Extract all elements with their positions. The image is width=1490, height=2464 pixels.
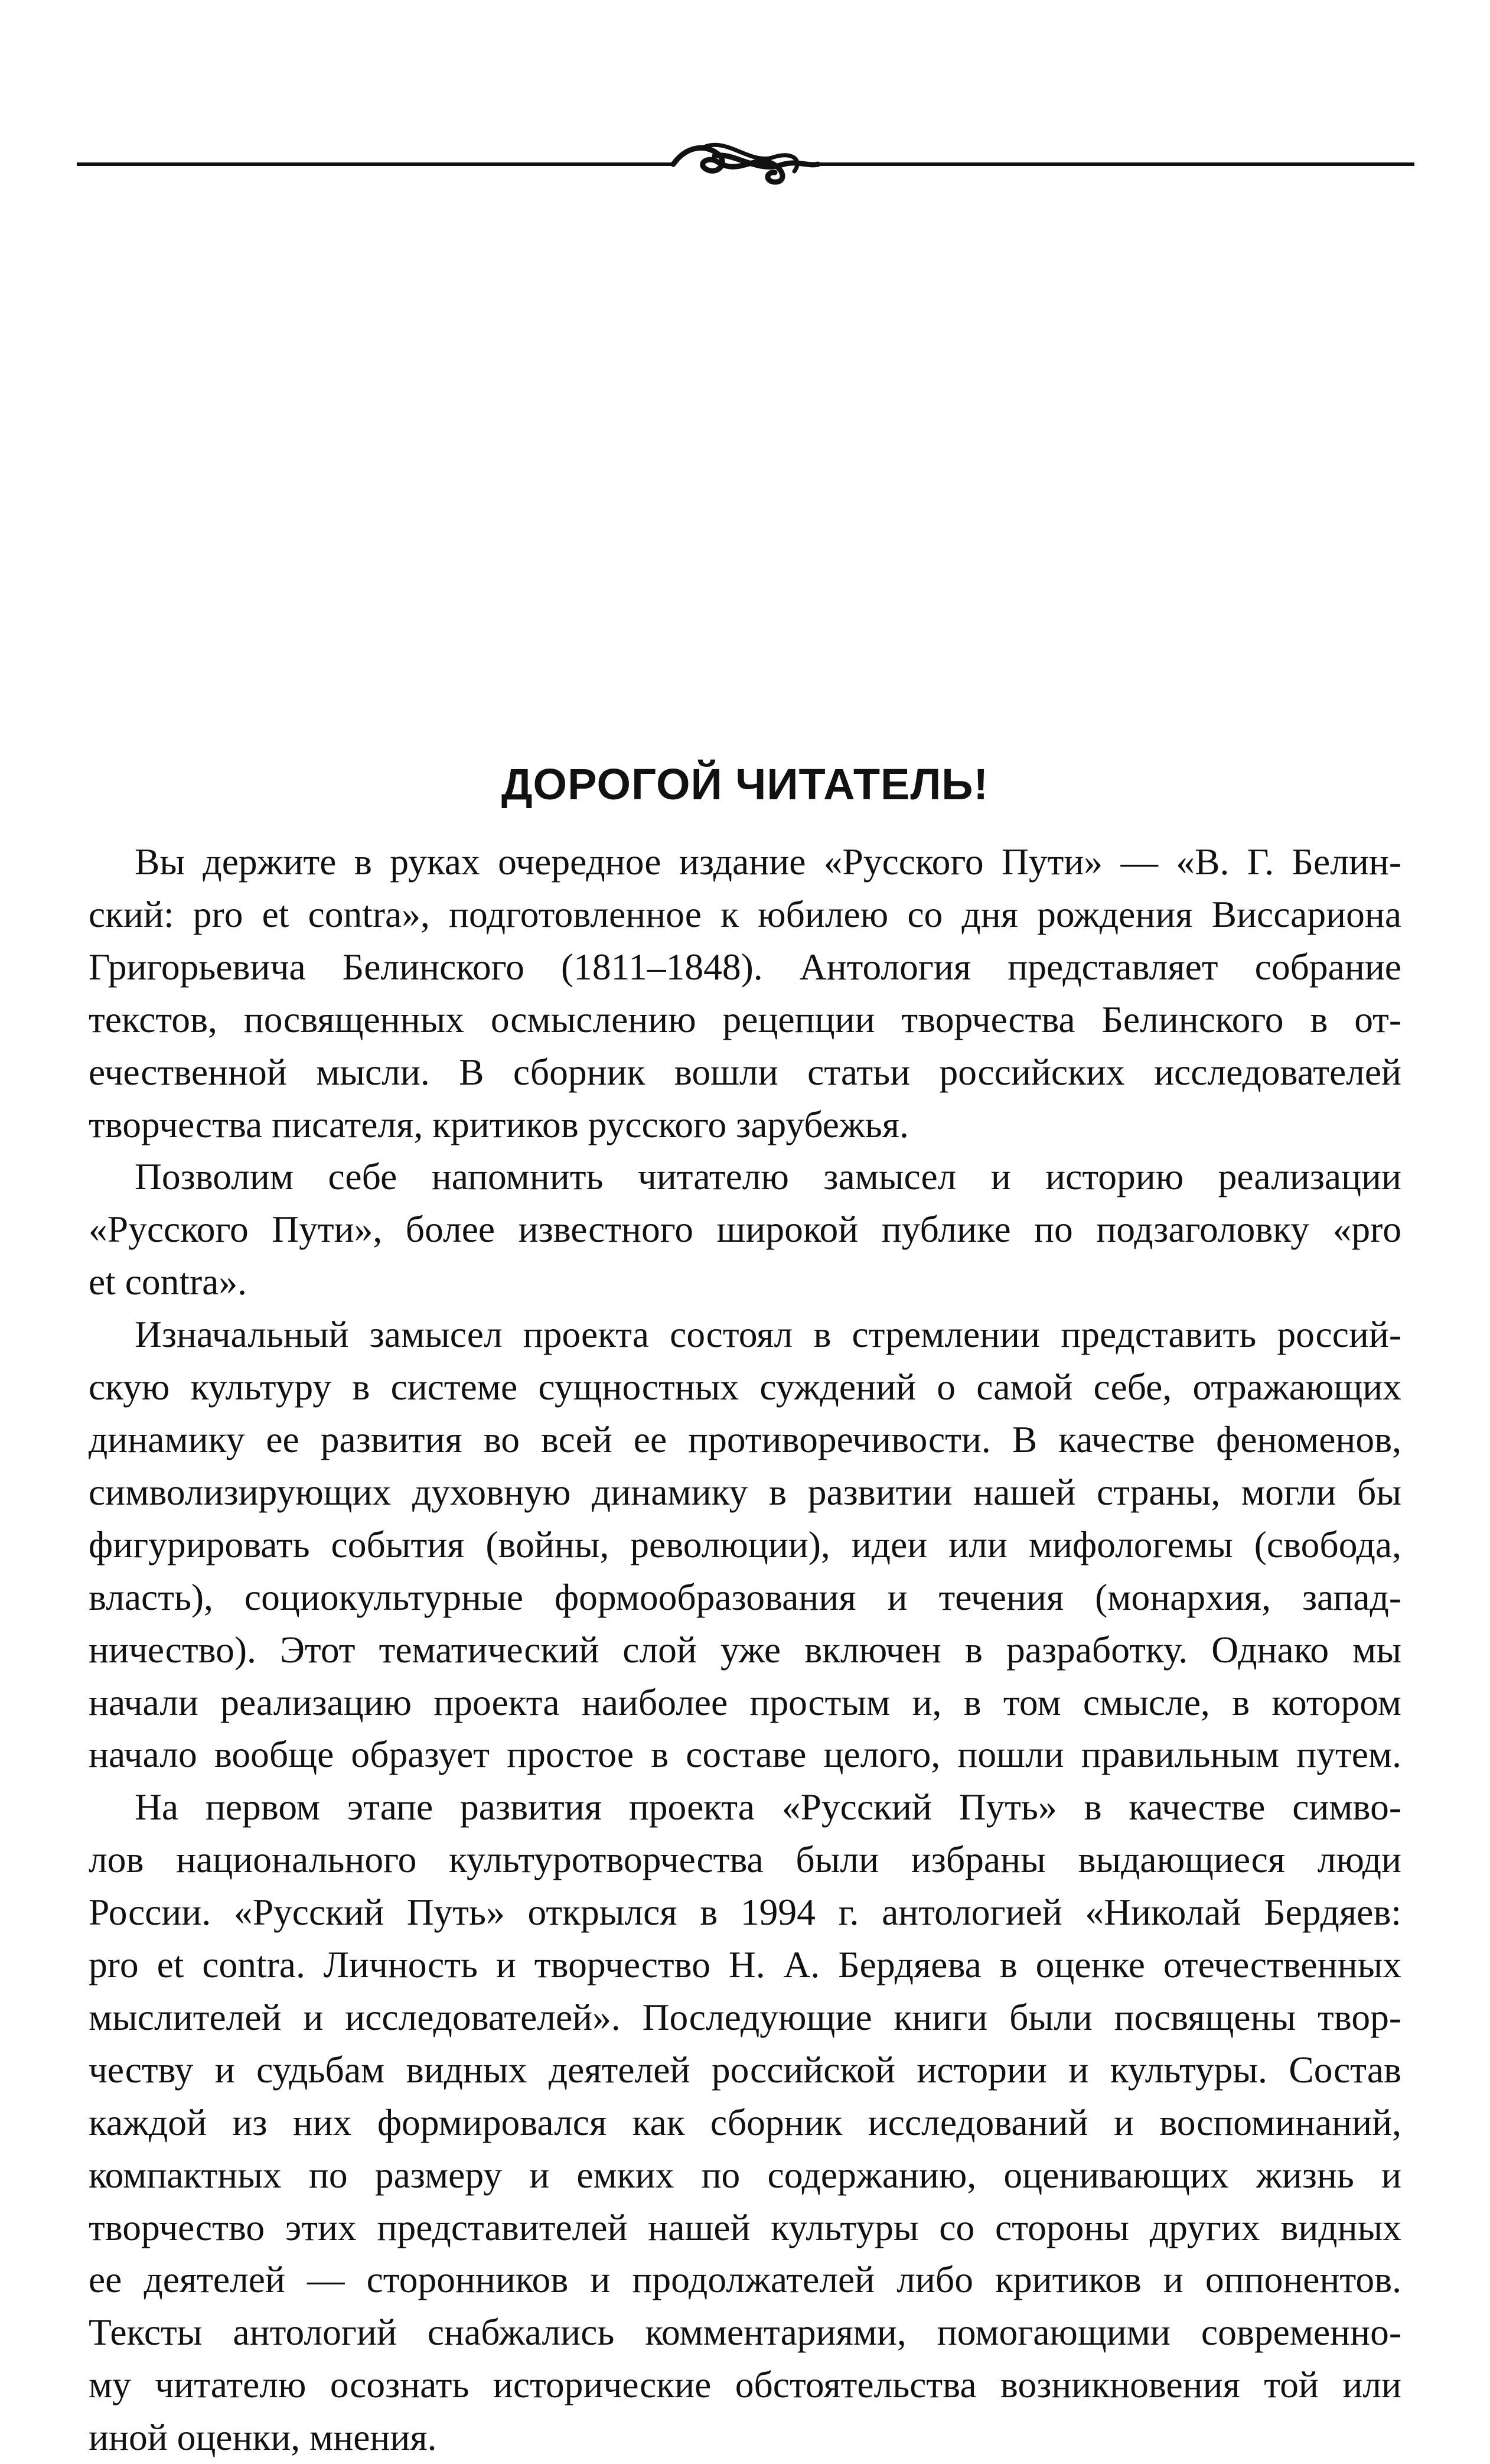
- text-line: Тексты антологий снабжались комментариями, помогающими современно-: [89, 2311, 1401, 2354]
- text-line: текстов, посвященных осмыслению рецепции творчества Белинского в от-: [89, 998, 1401, 1040]
- text-line: начало вообще образует простое в составе целого, пошли правильным путем.: [89, 1733, 1401, 1776]
- text-line: символизирующих духовную динамику в развитии нашей страны, могли бы: [89, 1470, 1401, 1513]
- text-line: Изначальный замысел проекта состоял в стремлении представить россий-: [135, 1313, 1401, 1356]
- text-line: pro et contra. Личность и творчество Н. А. Бердяева в оценке отечественных: [89, 1944, 1401, 1986]
- header-ornament: [77, 130, 1414, 201]
- text-line: Позволим себе напомнить читателю замысел и историю реализации: [135, 1155, 1401, 1198]
- page-heading: ДОРОГОЙ ЧИТАТЕЛЬ!: [501, 760, 989, 809]
- text-line: творчество этих представителей нашей культуры со стороны других видных: [89, 2206, 1401, 2248]
- text-line: иной оценки, мнения.: [89, 2416, 437, 2459]
- text-line: фигурировать события (войны, революции), идеи или мифологемы (свобода,: [89, 1523, 1401, 1565]
- text-line: власть), социокультурные формообразования и течения (монархия, запад-: [89, 1576, 1401, 1618]
- text-line: скую культуру в системе сущностных суждений о самой себе, отражающих: [89, 1366, 1401, 1408]
- text-line: На первом этапе развития проекта «Русский Путь» в качестве симво-: [135, 1786, 1401, 1828]
- text-line: Григорьевича Белинского (1811–1848). Антология представляет собрание: [89, 945, 1401, 988]
- text-line: динамику ее развития во всей ее противоречивости. В качестве феноменов,: [89, 1418, 1401, 1460]
- scroll-flourish-icon: [77, 130, 1414, 201]
- text-line: компактных по размеру и емких по содержанию, оценивающих жизнь и: [89, 2153, 1401, 2196]
- text-line: лов национального культуротворчества были избраны выдающиеся люди: [89, 1838, 1401, 1881]
- body-text: [89, 836, 1401, 2464]
- text-line: России. «Русский Путь» открылся в 1994 г. антологией «Николай Бердяев:: [89, 1891, 1401, 1934]
- text-line: творчества писателя, критиков русского зарубежья.: [89, 1103, 909, 1145]
- text-line: му читателю осознать исторические обстоятельства возникновения той или: [89, 2364, 1401, 2406]
- text-line: ечественной мысли. В сборник вошли статьи российских исследователей: [89, 1050, 1401, 1093]
- text-line: ее деятелей — сторонников и продолжателей либо критиков и оппонентов.: [89, 2258, 1401, 2301]
- text-line: et contra».: [89, 1261, 247, 1303]
- text-line: каждой из них формировался как сборник исследований и воспоминаний,: [89, 2101, 1401, 2143]
- text-line: мыслителей и исследователей». Последующие книги были посвящены твор-: [89, 1996, 1401, 2038]
- text-line: ский: pro et contra», подготовленное к юбилею со дня рождения Виссариона: [89, 893, 1401, 935]
- text-line: «Русского Пути», более известного широкой публике по подзаголовку «pro: [89, 1208, 1401, 1251]
- text-line: Вы держите в руках очередное издание «Русского Пути» — «В. Г. Белин-: [135, 841, 1401, 883]
- text-line: начали реализацию проекта наиболее простым и, в том смысле, в котором: [89, 1681, 1401, 1723]
- text-line: честву и судьбам видных деятелей российской истории и культуры. Состав: [89, 2048, 1401, 2091]
- text-line: ничество). Этот тематический слой уже включен в разработку. Однако мы: [89, 1628, 1401, 1671]
